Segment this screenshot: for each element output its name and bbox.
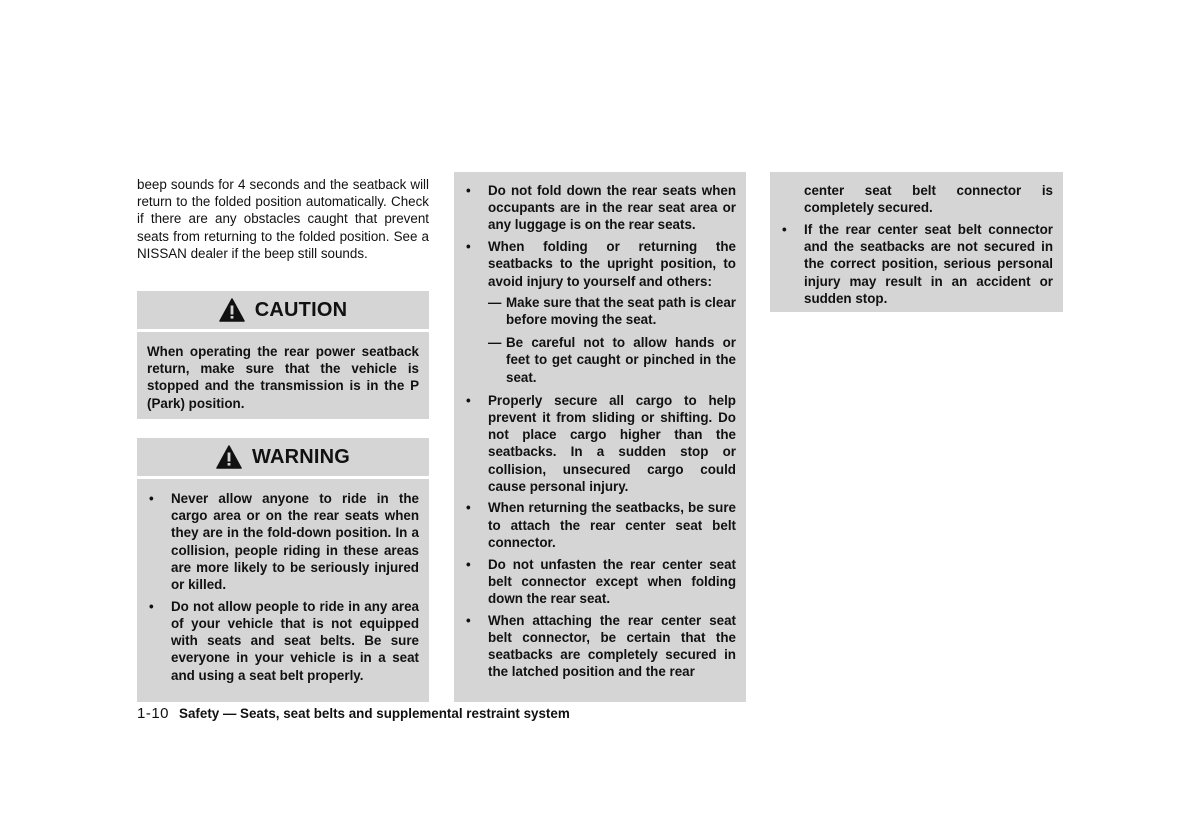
right-warning-box <box>770 172 1063 312</box>
list-item-text: When folding or returning the seatbacks to the upright position, to avoid injury to yourself and others: <box>488 239 736 289</box>
page-number: 1-10 <box>137 705 170 722</box>
middle-warning-box <box>454 172 746 702</box>
sub-list-item <box>488 294 736 328</box>
warning-header <box>137 438 429 476</box>
caution-text: When operating the rear power seatback return, make sure that the vehicle is stopped and the transmission is in the P (Park) position. <box>147 344 419 411</box>
middle-list <box>454 172 746 680</box>
page-footer <box>137 705 570 725</box>
list-item: • When returning the seatbacks, be sure to attach the rear center seat belt connector. <box>464 499 736 551</box>
warning-triangle-icon <box>216 445 242 469</box>
list-item: • Never allow anyone to ride in the cargo area or on the rear seats when they are in the fold-down position. In a collision, people riding in these areas are more likely to be seriously injured or killed. <box>147 490 419 593</box>
list-item: • Do not fold down the rear seats when occupants are in the rear seat area or any luggage is on the rear seats. <box>464 182 736 234</box>
warning-title: WARNING <box>251 445 351 468</box>
warning-body <box>137 479 429 702</box>
dash-marker: — <box>488 294 502 310</box>
caution-body <box>137 332 429 419</box>
list-item: • Properly secure all cargo to help prevent it from sliding or shifting. Do not place cargo higher than the seatbacks. In a sudden stop or collision, unsecured cargo could cause personal injury. <box>464 392 736 495</box>
list-item: • When attaching the rear center seat belt connector, be certain that the seatbacks are completely secured in the latched position and the rear <box>464 612 736 681</box>
list-item: • Do not allow people to ride in any area of your vehicle that is not equipped with seats and seat belts. Be sure everyone in your vehicle is in a seat and using a seat belt properly. <box>147 598 419 684</box>
list-item: • Do not unfasten the rear center seat belt connector except when folding down the rear seat. <box>464 556 736 608</box>
sub-list-item <box>488 334 736 386</box>
caution-header <box>137 291 429 329</box>
sub-list-item-text: Be careful not to allow hands or feet to get caught or pinched in the seat. <box>506 335 736 385</box>
list-item <box>464 238 736 386</box>
dash-marker: — <box>488 335 502 351</box>
list-item: • If the rear center seat belt connector and the seatbacks are not secured in the correct position, serious personal injury may result in an accident or sudden stop. <box>780 221 1053 307</box>
warning-list <box>137 479 429 684</box>
intro-paragraph: beep sounds for 4 seconds and the seatback will return to the folded position automatically. Check if there are any obstacles caught that prevent seats from returning to the folded position. See a NISSAN dealer if the beep still sounds. <box>137 177 429 261</box>
sub-list-item-text: Make sure that the seat path is clear before moving the seat. <box>506 294 736 327</box>
section-title: Safety — Seats, seat belts and supplemental restraint system <box>179 706 570 721</box>
right-list <box>770 221 1063 307</box>
caution-title: CAUTION <box>254 298 348 321</box>
warning-triangle-icon <box>219 298 245 322</box>
sub-list <box>488 294 736 386</box>
continuation-text: center seat belt connector is completely secured. <box>804 183 1053 216</box>
